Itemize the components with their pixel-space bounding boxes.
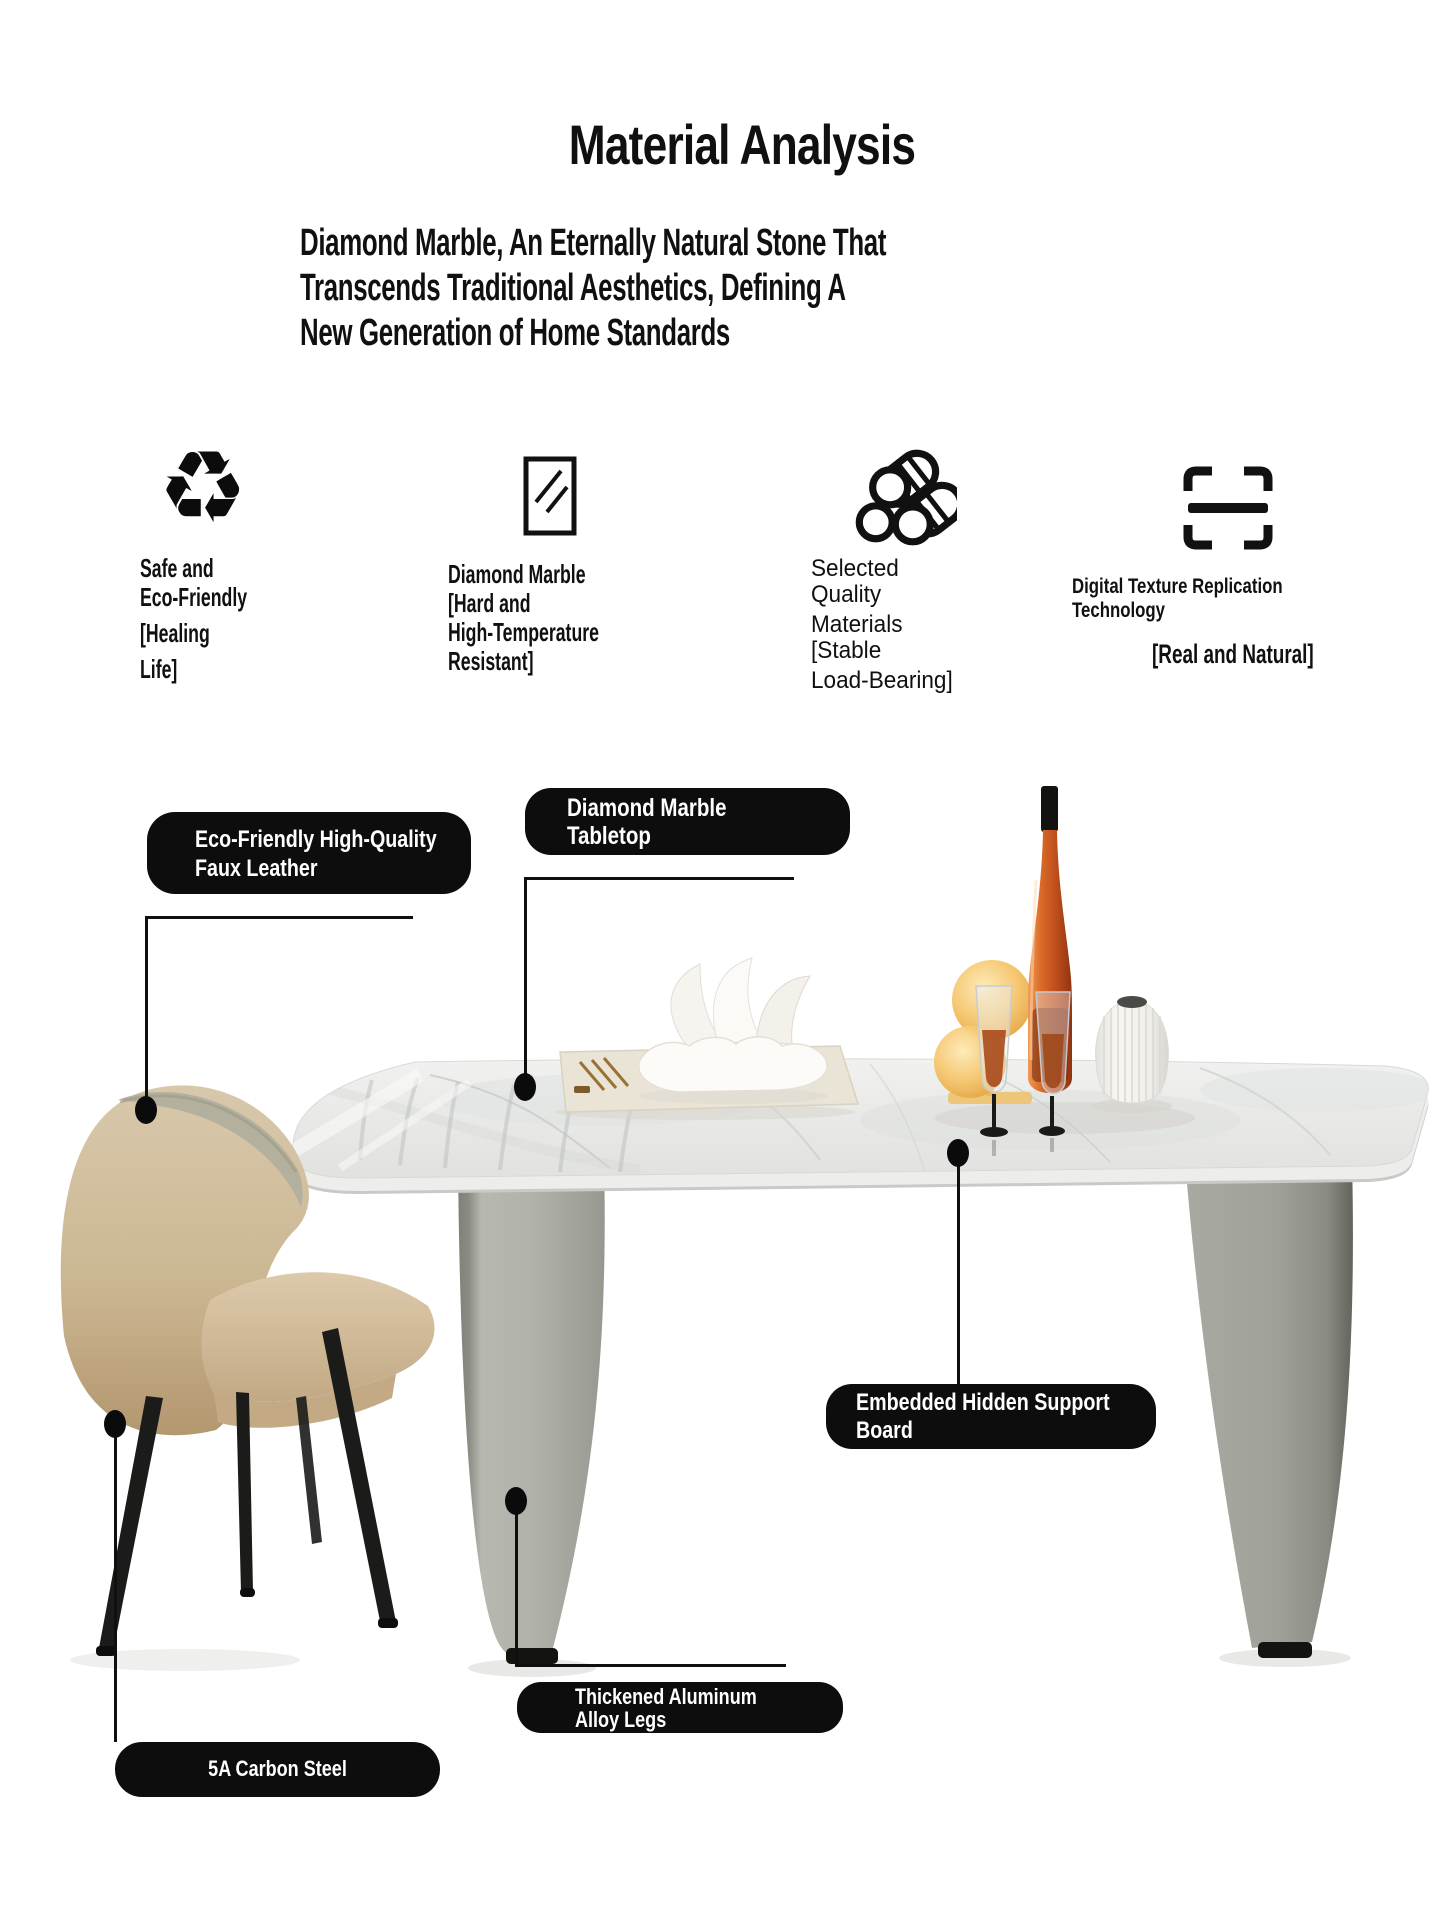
connector-line	[515, 1664, 786, 1667]
callout-dot-tabletop	[514, 1073, 536, 1101]
callout-dot-alloy-legs	[505, 1487, 527, 1515]
feature-line: Eco-Friendly	[140, 582, 248, 612]
connector-line	[524, 877, 527, 1075]
subtitle-line: Transcends Traditional Aesthetics, Defining A	[300, 267, 846, 309]
feature-selected-materials	[811, 440, 1021, 694]
callout-tabletop	[525, 788, 850, 855]
chair-seat	[201, 1272, 434, 1402]
table-top	[293, 1059, 1440, 1194]
feature-line: Resistant]	[448, 646, 534, 676]
mirror-icon	[523, 456, 577, 536]
callout-line: Embedded Hidden Support	[856, 1389, 1110, 1416]
callout-dot-support-board	[947, 1139, 969, 1167]
sculpted-dish	[638, 958, 828, 1104]
callout-line: Alloy Legs	[575, 1707, 667, 1732]
connector-line	[145, 916, 148, 1102]
subtitle-line: Diamond Marble, An Eternally Natural Stone That	[300, 222, 887, 264]
connector-line	[515, 1514, 518, 1666]
feature-diamond-marble	[448, 438, 678, 676]
scan-frame-icon	[1182, 465, 1274, 551]
feature-eco-friendly	[140, 429, 360, 684]
callout-line: Tabletop	[567, 822, 651, 850]
callout-dot-faux-leather	[135, 1096, 157, 1124]
page-title: Material Analysis	[568, 113, 916, 176]
recycle-icon: ♻	[158, 429, 248, 546]
connector-line	[525, 877, 794, 880]
feature-line: Selected	[811, 555, 899, 582]
feature-line: [Stable	[811, 637, 882, 664]
callout-line: Faux Leather	[195, 855, 318, 882]
stacked-logs-icon	[849, 440, 957, 548]
feature-line: Digital Texture Replication	[1072, 575, 1283, 598]
callout-support-board	[826, 1384, 1156, 1449]
connector-line	[147, 916, 413, 919]
feature-line: Diamond Marble	[448, 559, 586, 589]
champagne-flute	[976, 986, 1012, 1156]
feature-line: [Hard and	[448, 588, 531, 618]
feature-tagline: [Real and Natural]	[1152, 639, 1314, 669]
callout-line: Eco-Friendly High-Quality	[195, 826, 437, 853]
callout-line: Diamond Marble	[567, 794, 727, 822]
callout-line: 5A Carbon Steel	[208, 1756, 347, 1781]
feature-line: Quality	[811, 581, 882, 608]
feature-line: Technology	[1072, 599, 1166, 622]
callout-carbon-steel	[115, 1742, 440, 1797]
feature-line: Load-Bearing]	[811, 667, 953, 694]
feature-line: Life]	[140, 654, 178, 684]
feature-line: High-Temperature	[448, 617, 599, 647]
callout-line: Board	[856, 1417, 913, 1444]
connector-line	[957, 1166, 960, 1384]
callout-line: Thickened Aluminum	[575, 1684, 757, 1709]
feature-texture-replication	[1072, 465, 1362, 670]
page-subtitle	[300, 221, 1162, 356]
callout-alloy-legs	[517, 1682, 843, 1733]
callout-dot-carbon-steel	[104, 1410, 126, 1438]
feature-line: Materials	[811, 611, 903, 638]
connector-line	[114, 1437, 117, 1742]
table-leg-right	[1185, 1160, 1353, 1658]
feature-line: Safe and	[140, 553, 214, 583]
subtitle-line: New Generation of Home Standards	[300, 312, 730, 354]
feature-line: [Healing	[140, 618, 210, 648]
table-leg-left	[458, 1160, 605, 1664]
callout-faux-leather	[147, 812, 471, 894]
